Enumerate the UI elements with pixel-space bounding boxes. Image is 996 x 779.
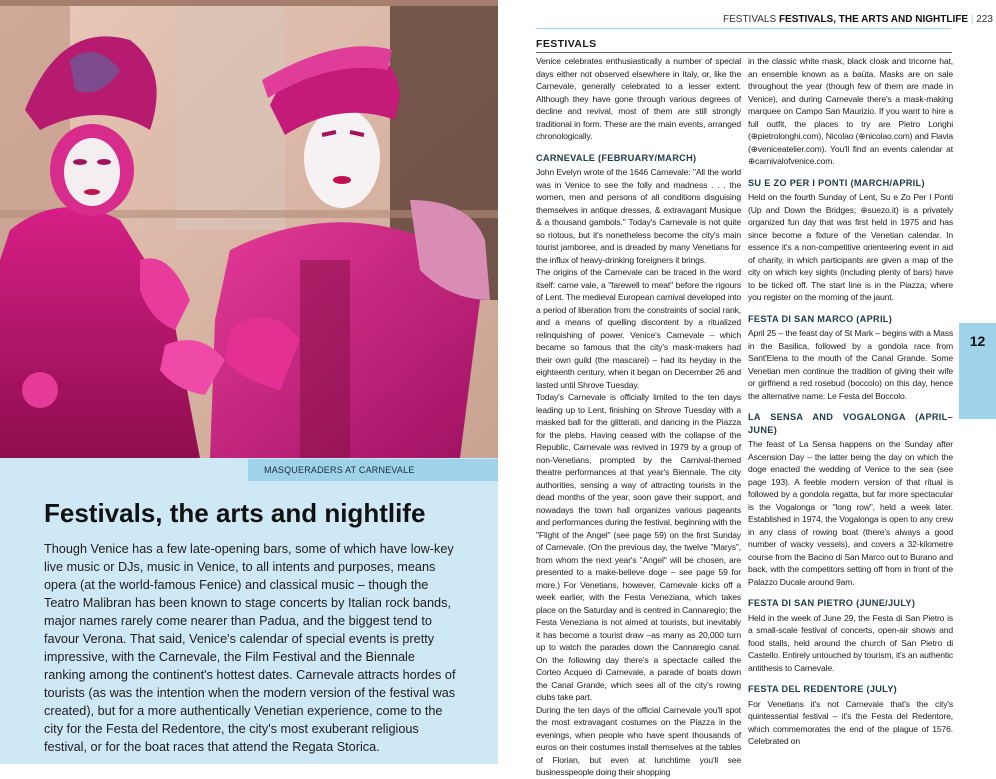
page-heading: Festivals, the arts and nightlife — [44, 498, 426, 528]
text-column-2 — [748, 55, 953, 748]
running-head: FESTIVALS FESTIVALS, THE ARTS AND NIGHTLIFE | 223 — [723, 14, 993, 25]
subheading: LA SENSA AND VOGALONGA (APRIL–JUNE) — [748, 412, 953, 435]
subheading: FESTA DI SAN PIETRO (JUNE/JULY) — [748, 598, 916, 608]
running-head-section: FESTIVALS — [723, 14, 777, 25]
paragraph: Today's Carnevale is officially limited to the ten days leading up to Lent, finishing on Shrove Tuesday with a masked ball for the glitterati, and dancing in the Piazza for the plebs. Having ceased with the collapse of the Republic, Carnevale was revived in 1979 by a group of non-Venetians, prompted by the Carnival-themed theatre performances at that year's Biennale. The city authorities, sensing a way of attracting tourists in the dead months of the year, soon gave their support, and nowadays the town hall organizes various pageants and performances during the festival, beginning with the "Flight of the Angel" (see page 59) on the first Sunday of Carnevale. (On the previous day, the twelve "Marys", from whom the next year's "Angel" will be chosen, are presented to a make-believe doge – see page 59 for more.) For Venetians, however, Carnevale kicks off a week earlier, with the Festa Veneziana, which takes place on the Saturday and is centred in Cannaregio; the Festa Veneziana is not aimed at tourists, but inevitably it has become a tourist draw –as many as 20,000 turn up to watch the parades down the Cannaregio canal. On the following day there's a spectacle called the Corteo Acqueo di Carnevale, a parade of boats down the Canal Grande, which sees all of the city's rowing clubs take part. — [536, 392, 741, 702]
masqueraders-illustration — [0, 0, 498, 458]
text-column-1 — [536, 55, 741, 779]
paragraph: During the ten days of the official Carnevale you'll spot the most extravagant costumes on the Piazza in the evenings, when people who have spent thousands of euros on their costumes install themselves at the tables of Florian, but even at lunchtime you'll see businesspeople doing their shopping — [536, 704, 741, 777]
carnival-photo — [0, 0, 498, 458]
section-rule — [536, 52, 952, 53]
paragraph: Venice celebrates enthusiastically a number of special days either not observed elsewhere in Italy, or, like the Carnevale, generally celebrated to a lesser extent. Although they have gone through various degrees of decline and revival, most of them are still strongly traditional in form. These are the main events, arranged chronologically. — [536, 56, 741, 141]
intro-paragraph: Though Venice has a few late-opening bars, some of which have low-key live music or DJs, music in Venice, to all intents and purposes, means opera (at the world-famous Fenice) and classical music – though the Teatro Malibran has been known to stage concerts by Italian rock bands, major names rarely come nearer than Padua, and the biggest tend to favour Verona. That said, Venice's calendar of special events is pretty impressive, with the Carnevale, the Film Festival and the Biennale ranking among the continent's hottest dates. Carnevale attracts hordes of tourists (as was the intention when the modern version of the festival was created), but for a more authentically Venetian experience, come to the city for the Festa del Redentore, the city's most exuberant religious festival, or for the boat races that attend the Regata Storica. — [44, 542, 456, 754]
paragraph: Held in the week of June 29, the Festa di San Pietro is a small-scale festival of concerts, open-air shows and food stalls, held around the church of San Pietro di Castello. Entirely untouched by tourism, it's an authentic antithesis to Carnevale. — [748, 612, 953, 673]
paragraph: The feast of La Sensa happens on the Sunday after Ascension Day – the latter being the day on which the doge enacted the wedding of Venice to the sea (see page 193). A feeble modern version of that ritual is followed by a gondola regatta, but far more spectacular is the Vogalonga or "long row", held a week later. Established in 1974, the Vogalonga is open to any crew in any class of rowing boat (there's always a good number of wacky vessels), and covers a 32-kilometre course from the Bacino di San Marco out to Burano and back, with the competitors setting off from in front of the Palazzo Ducale around 9am. — [748, 439, 953, 587]
subheading: FESTA DEL REDENTORE (JULY) — [748, 684, 898, 694]
running-head-rule — [536, 28, 951, 29]
left-page — [0, 0, 498, 764]
subheading: CARNEVALE (FEBRUARY/MARCH) — [536, 152, 697, 163]
paragraph: April 25 – the feast day of St Mark – begins with a Mass in the Basilica, followed by a gondola race from Sant'Elena to the mouth of the Canal Grande. Some Venetian men continue the tradition of giving their wife or girlfriend a red rosebud (boccolo) on this day, hence the alternative name: Le Festa del Boccolo. — [748, 328, 953, 401]
section-label: FESTIVALS — [536, 38, 597, 50]
page-number: 223 — [976, 14, 993, 25]
paragraph: For Venetians it's not Carnevale that's the city's quintessential festival – it's the Festa del Redentore, which commemorates the end of the plague of 1576. Celebrated on — [748, 698, 953, 746]
running-head-title: FESTIVALS, THE ARTS AND NIGHTLIFE — [778, 14, 969, 25]
paragraph: The origins of the Carnevale can be traced in the word itself: carne vale, a "farewell to meat" before the rigours of Lent. The medieval European carnival developed into a period of liberation from the constraints of social rank, and a means of quelling discontent by a ritualized relinquishing of power. Venice's Carnevale – which became so famous that the city's mask-makers had their own guild (the mascarei) – had its heyday in the eighteenth century, when it began on December 26 and lasted until Shrove Tuesday. — [536, 267, 741, 390]
paragraph: John Evelyn wrote of the 1646 Carnevale: "All the world was in Venice to see the folly and madness . . . the women, men and persons of all conditions disguising themselves in antique dresses, & extravagant Musique & a thousand gambols." Today's Carnevale is not quite so riotous, but it's nonetheless become the city's main tourist jamboree, and is dreaded by many Venetians for the influx of heavy-drinking foreigners it brings. — [536, 167, 741, 265]
paragraph: Held on the fourth Sunday of Lent, Su e Zo Per I Ponti (Up and Down the Bridges; ⊕suezo.it) is a privately organized fun day that was first held in 1975 and has since become a fixture of the Venetian calendar. In essence it's a non-competitive orienteering event in aid of charity, in which participants are given a map of the city on which key sights (including plenty of bars) have to be ticked off. The start line is in the Piazza, where you register on the morning of the jaunt. — [748, 192, 953, 302]
subheading: FESTA DI SAN MARCO (APRIL) — [748, 313, 893, 324]
paragraph: in the classic white mask, black cloak and tricorne hat, an ensemble known as a baùta. Masks are on sale throughout the year (though few of them are made in Venice), and during Carnevale there's a mask-making marquee on Campo San Maurizio. If you want to hire a full outfit, the places to try are Pietro Longhi (⊕pietrolonghi.com), Nicolao (⊕nicolao.com) and Flavia (⊕veniceatelier.com). You'll find an events calendar at ⊕carnivalofvenice.com. — [748, 56, 953, 166]
subheading: SU E ZO PER I PONTI (MARCH/APRIL) — [748, 177, 925, 188]
chapter-tab: 12 — [959, 323, 996, 419]
photo-caption: MASQUERADERS AT CARNEVALE — [248, 459, 498, 481]
